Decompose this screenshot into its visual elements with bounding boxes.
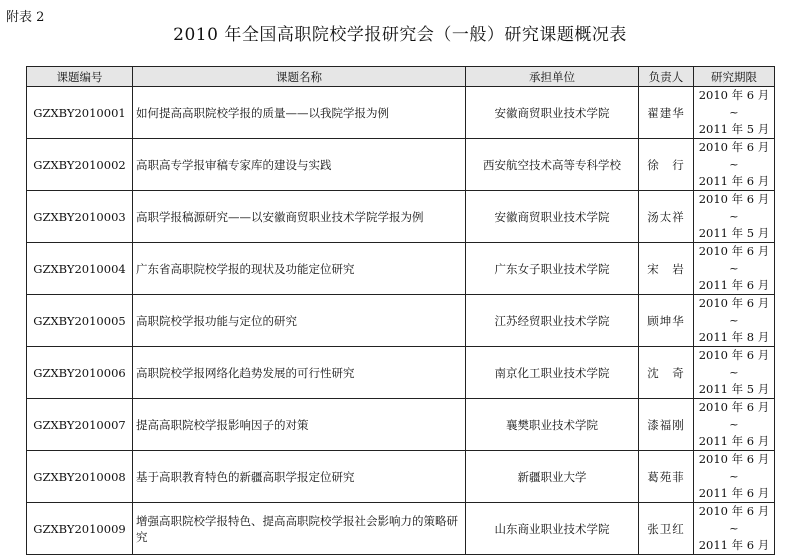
project-period bbox=[694, 451, 775, 503]
project-person: 宋 岩 bbox=[639, 243, 694, 295]
project-person: 汤太祥 bbox=[639, 191, 694, 243]
period-end: 2011 年 6 月 bbox=[698, 174, 770, 188]
page-title: 2010 年全国高职院校学报研究会（一般）研究课题概况表 bbox=[173, 25, 627, 45]
header-person: 负责人 bbox=[639, 67, 694, 87]
period-start: 2010 年 6 月~ bbox=[698, 296, 770, 327]
project-code: GZXBY2010001 bbox=[27, 87, 133, 139]
project-person: 徐 行 bbox=[639, 139, 694, 191]
period-start: 2010 年 6 月~ bbox=[698, 88, 770, 119]
project-code: GZXBY2010008 bbox=[27, 451, 133, 503]
table-row bbox=[27, 399, 775, 451]
project-code: GZXBY2010003 bbox=[27, 191, 133, 243]
projects-table bbox=[26, 66, 775, 555]
table-row bbox=[27, 347, 775, 399]
period-start: 2010 年 6 月~ bbox=[698, 244, 770, 275]
project-person: 翟建华 bbox=[639, 87, 694, 139]
project-period bbox=[694, 399, 775, 451]
period-end: 2011 年 6 月 bbox=[698, 278, 770, 292]
appendix-label: 附表 2 bbox=[6, 10, 45, 25]
period-start: 2010 年 6 月~ bbox=[698, 192, 770, 223]
project-unit: 西安航空技术高等专科学校 bbox=[466, 139, 639, 191]
project-name: 增强高职院校学报特色、提高高职院校学报社会影响力的策略研究 bbox=[133, 503, 466, 555]
project-person: 顾坤华 bbox=[639, 295, 694, 347]
project-unit: 山东商业职业技术学院 bbox=[466, 503, 639, 555]
table-row bbox=[27, 295, 775, 347]
period-start: 2010 年 6 月~ bbox=[698, 452, 770, 483]
project-name: 高职高专学报审稿专家库的建设与实践 bbox=[133, 139, 466, 191]
project-code: GZXBY2010002 bbox=[27, 139, 133, 191]
period-end: 2011 年 5 月 bbox=[698, 382, 770, 396]
table-row bbox=[27, 243, 775, 295]
project-name: 高职院校学报功能与定位的研究 bbox=[133, 295, 466, 347]
table-row bbox=[27, 139, 775, 191]
period-end: 2011 年 5 月 bbox=[698, 226, 770, 240]
project-period bbox=[694, 295, 775, 347]
period-end: 2011 年 8 月 bbox=[698, 330, 770, 344]
period-start: 2010 年 6 月~ bbox=[698, 140, 770, 171]
table-row bbox=[27, 503, 775, 555]
period-end: 2011 年 6 月 bbox=[698, 434, 770, 448]
table-row bbox=[27, 451, 775, 503]
period-start: 2010 年 6 月~ bbox=[698, 504, 770, 535]
project-person: 漆福刚 bbox=[639, 399, 694, 451]
project-unit: 广东女子职业技术学院 bbox=[466, 243, 639, 295]
project-name: 如何提高高职院校学报的质量——以我院学报为例 bbox=[133, 87, 466, 139]
project-unit: 南京化工职业技术学院 bbox=[466, 347, 639, 399]
header-unit: 承担单位 bbox=[466, 67, 639, 87]
period-end: 2011 年 6 月 bbox=[698, 486, 770, 500]
project-period bbox=[694, 191, 775, 243]
project-name: 高职院校学报网络化趋势发展的可行性研究 bbox=[133, 347, 466, 399]
project-person: 沈 奇 bbox=[639, 347, 694, 399]
project-person: 葛苑菲 bbox=[639, 451, 694, 503]
table-header-row bbox=[27, 67, 775, 87]
period-start: 2010 年 6 月~ bbox=[698, 400, 770, 431]
project-period bbox=[694, 347, 775, 399]
project-unit: 安徽商贸职业技术学院 bbox=[466, 87, 639, 139]
project-period bbox=[694, 503, 775, 555]
project-unit: 襄樊职业技术学院 bbox=[466, 399, 639, 451]
table-row bbox=[27, 191, 775, 243]
project-unit: 江苏经贸职业技术学院 bbox=[466, 295, 639, 347]
project-period bbox=[694, 139, 775, 191]
project-name: 高职学报稿源研究——以安徽商贸职业技术学院学报为例 bbox=[133, 191, 466, 243]
project-unit: 新疆职业大学 bbox=[466, 451, 639, 503]
project-name: 广东省高职院校学报的现状及功能定位研究 bbox=[133, 243, 466, 295]
header-code: 课题编号 bbox=[27, 67, 133, 87]
table-row bbox=[27, 87, 775, 139]
project-unit: 安徽商贸职业技术学院 bbox=[466, 191, 639, 243]
project-code: GZXBY2010006 bbox=[27, 347, 133, 399]
project-period bbox=[694, 87, 775, 139]
header-name: 课题名称 bbox=[133, 67, 466, 87]
project-name: 基于高职教育特色的新疆高职学报定位研究 bbox=[133, 451, 466, 503]
period-end: 2011 年 5 月 bbox=[698, 122, 770, 136]
project-code: GZXBY2010005 bbox=[27, 295, 133, 347]
header-period: 研究期限 bbox=[694, 67, 775, 87]
period-end: 2011 年 6 月 bbox=[698, 538, 770, 552]
project-name: 提高高职院校学报影响因子的对策 bbox=[133, 399, 466, 451]
project-code: GZXBY2010007 bbox=[27, 399, 133, 451]
project-period bbox=[694, 243, 775, 295]
period-start: 2010 年 6 月~ bbox=[698, 348, 770, 379]
project-person: 张卫红 bbox=[639, 503, 694, 555]
project-code: GZXBY2010009 bbox=[27, 503, 133, 555]
project-code: GZXBY2010004 bbox=[27, 243, 133, 295]
